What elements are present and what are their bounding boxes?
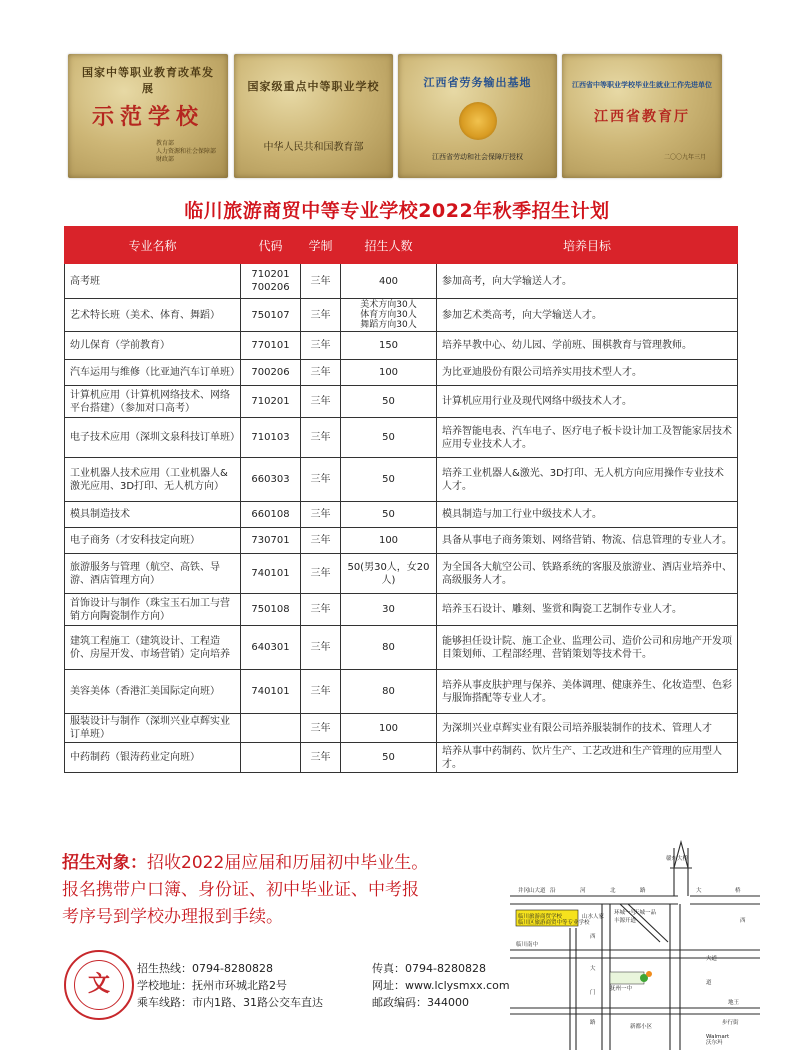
goal-cell: 具备从事电子商务策划、网络营销、物流、信息管理的专业人才。 — [437, 528, 738, 554]
map-label: 环城一号 — [614, 910, 637, 916]
years-cell: 三年 — [301, 670, 341, 714]
years-cell: 三年 — [301, 386, 341, 418]
bus-text: 乘车线路：市内1路、31路公交车直达 — [137, 996, 323, 1009]
code-cell: 710201 — [241, 386, 301, 418]
plaque-issuer: 江西省劳动和社会保障厅授权 — [432, 153, 523, 161]
major-cell: 建筑工程施工（建筑设计、工程造价、房屋开发、市场营销）定向培养 — [65, 626, 241, 670]
map-label: 新都小区 — [630, 1024, 653, 1030]
map-label: 道 — [706, 980, 712, 986]
table-row — [65, 502, 738, 528]
major-cell: 电子商务（才安科技定向班） — [65, 528, 241, 554]
major-cell: 服装设计与制作（深圳兴业卓辉实业订单班） — [65, 714, 241, 743]
award-plaque-3 — [398, 54, 557, 178]
map-label: 地王 — [728, 1000, 740, 1006]
years-cell: 三年 — [301, 594, 341, 626]
goal-cell: 为深圳兴业卓辉实业有限公司培养服装制作的技术、管理人才 — [437, 714, 738, 743]
map-label: 临川旅游商贸学校 — [518, 914, 563, 920]
table-header-row — [65, 227, 738, 264]
major-cell: 中药制药（银涛药业定向班） — [65, 743, 241, 773]
goal-cell: 为比亚迪股份有限公司培养实用技术型人才。 — [437, 360, 738, 386]
plaque-arc-text: 江西省劳务输出基地 — [423, 76, 532, 89]
map-svg — [510, 838, 760, 1050]
years-cell: 三年 — [301, 332, 341, 360]
emblem-icon — [459, 102, 497, 140]
fax-text: 传真：0794-8280828 — [372, 962, 486, 975]
table-row — [65, 626, 738, 670]
code-cell: 710201 700206 — [241, 264, 301, 299]
table-row — [65, 528, 738, 554]
header-major: 专业名称 — [65, 227, 241, 264]
count-cell: 50 — [341, 743, 437, 773]
years-cell: 三年 — [301, 299, 341, 332]
count-cell: 100 — [341, 360, 437, 386]
map-label: 抚州一中 — [610, 986, 633, 992]
years-cell: 三年 — [301, 554, 341, 594]
count-cell: 50(男30人，女20人) — [341, 554, 437, 594]
header-code: 代码 — [241, 227, 301, 264]
code-cell: 640301 — [241, 626, 301, 670]
map-label: 门 — [590, 990, 596, 996]
years-cell: 三年 — [301, 626, 341, 670]
code-cell: 660303 — [241, 458, 301, 502]
goal-cell: 为全国各大航空公司、铁路系统的客服及旅游业、酒店业培养中、高级服务人才。 — [437, 554, 738, 594]
map-label: 井冈山大道 — [518, 888, 546, 894]
major-cell: 首饰设计与制作（珠宝玉石加工与营销方向陶瓷制作方向） — [65, 594, 241, 626]
enrollment-table — [64, 226, 738, 773]
count-cell: 美术方向30人 体育方向30人 舞蹈方向30人 — [341, 299, 437, 332]
major-cell: 旅游服务与管理（航空、高铁、导游、酒店管理方向） — [65, 554, 241, 594]
map-label: 沃尔玛 — [706, 1040, 723, 1046]
goal-cell: 能够担任设计院、施工企业、监理公司、造价公司和房地产开发项目策划师、工程部经理、营销策划等技术骨干。 — [437, 626, 738, 670]
award-plaque-4 — [562, 54, 722, 178]
map-label: 大道 — [706, 956, 718, 962]
major-cell: 工业机器人技术应用（工业机器人&激光应用、3D打印、无人机方向） — [65, 458, 241, 502]
code-cell: 700206 — [241, 360, 301, 386]
goal-cell: 培养智能电表、汽车电子、医疗电子板卡设计加工及智能家居技术应用专业技术人才。 — [437, 418, 738, 458]
years-cell: 三年 — [301, 264, 341, 299]
major-cell: 电子技术应用（深圳文泉科技订单班） — [65, 418, 241, 458]
map-label: 临川南中 — [516, 942, 539, 948]
map-label: 赣东大桥 — [666, 856, 689, 862]
award-plaque-1 — [68, 54, 228, 178]
code-cell: 740101 — [241, 670, 301, 714]
map-label: Walmart — [706, 1034, 730, 1040]
contact-left — [137, 960, 323, 1011]
major-cell: 美容美体（香港汇美国际定向班） — [65, 670, 241, 714]
count-cell: 50 — [341, 418, 437, 458]
table-row — [65, 554, 738, 594]
header-goal: 培养目标 — [437, 227, 738, 264]
contact-right — [372, 960, 510, 1011]
code-cell: 750108 — [241, 594, 301, 626]
map-label: 桥 — [735, 888, 741, 894]
goal-cell: 参加艺术类高考，向大学输送人才。 — [437, 299, 738, 332]
years-cell: 三年 — [301, 743, 341, 773]
table-row — [65, 332, 738, 360]
map-label: 西 — [740, 918, 746, 924]
location-map — [510, 838, 760, 1050]
table-row — [65, 458, 738, 502]
map-label: 大 — [696, 888, 702, 894]
map-label: 丰源开道 — [614, 918, 637, 924]
header-count: 招生人数 — [341, 227, 437, 264]
code-cell — [241, 714, 301, 743]
goal-cell: 参加高考，向大学输送人才。 — [437, 264, 738, 299]
goal-cell: 培养工业机器人&激光、3D打印、无人机方向应用操作专业技术人才。 — [437, 458, 738, 502]
hotline-text: 招生热线：0794-8280828 — [137, 962, 273, 975]
map-label: 北 — [610, 888, 616, 894]
count-cell: 400 — [341, 264, 437, 299]
years-cell: 三年 — [301, 458, 341, 502]
page-title: 临川旅游商贸中等专业学校2022年秋季招生计划 — [184, 200, 610, 222]
map-label: 河 — [580, 888, 586, 894]
count-cell: 150 — [341, 332, 437, 360]
table-row — [65, 714, 738, 743]
code-cell: 750107 — [241, 299, 301, 332]
major-cell: 汽车运用与维修（比亚迪汽车订单班） — [65, 360, 241, 386]
table-row — [65, 264, 738, 299]
admission-line3: 考序号到学校办理报到手续。 — [62, 907, 283, 927]
zipcode-text: 邮政编码：344000 — [372, 996, 469, 1009]
table-row — [65, 418, 738, 458]
years-cell: 三年 — [301, 714, 341, 743]
plaque-issuers: 教育部 人力资源和社会保障部 财政部 — [155, 140, 216, 163]
admission-notice — [62, 850, 502, 931]
map-label: 路 — [640, 888, 646, 894]
plaque-date: 二〇〇九年三月 — [663, 154, 706, 161]
website-link[interactable]: 网址：www.lclysmxx.com — [372, 979, 510, 992]
plaque-arc-text: 国家中等职业教育改革发展 — [82, 66, 214, 95]
goal-cell: 培养从事皮肤护理与保养、美体调理、健康养生、化妆造型、色彩与服饰搭配等专业人才。 — [437, 670, 738, 714]
count-cell: 80 — [341, 626, 437, 670]
map-label: 沿 — [550, 888, 556, 894]
major-cell: 模具制造技术 — [65, 502, 241, 528]
plaque-issuer: 江西省教育厅 — [594, 109, 690, 125]
admission-label: 招生对象： — [62, 853, 147, 873]
table-row — [65, 743, 738, 773]
major-cell: 高考班 — [65, 264, 241, 299]
count-cell: 50 — [341, 502, 437, 528]
table-row — [65, 386, 738, 418]
map-label: 路 — [590, 1020, 596, 1026]
plaque-main-text: 示范学校 — [91, 105, 204, 130]
map-label: 天城一品 — [634, 910, 657, 916]
years-cell: 三年 — [301, 528, 341, 554]
table-row — [65, 670, 738, 714]
header-years: 学制 — [301, 227, 341, 264]
goal-cell: 计算机应用行业及现代网络中级技术人才。 — [437, 386, 738, 418]
code-cell: 770101 — [241, 332, 301, 360]
goal-cell: 培养早教中心、幼儿园、学前班、围棋教育与管理教师。 — [437, 332, 738, 360]
map-label: 临川区旅游商贸中等专业学校 — [518, 920, 590, 926]
table-row — [65, 594, 738, 626]
major-cell: 幼儿保育（学前教育） — [65, 332, 241, 360]
count-cell: 80 — [341, 670, 437, 714]
admission-line2: 报名携带户口簿、身份证、初中毕业证、中考报 — [62, 880, 419, 900]
years-cell: 三年 — [301, 502, 341, 528]
count-cell: 30 — [341, 594, 437, 626]
years-cell: 三年 — [301, 418, 341, 458]
plaque-arc-text: 江西省中等职业学校毕业生就业工作先进单位 — [572, 81, 712, 89]
table-row — [65, 360, 738, 386]
major-cell: 计算机应用（计算机网络技术、网络平台搭建）（参加对口高考） — [65, 386, 241, 418]
years-cell: 三年 — [301, 360, 341, 386]
award-plaque-2 — [234, 54, 393, 178]
map-label: 山水人家 — [582, 914, 605, 920]
code-cell: 730701 — [241, 528, 301, 554]
code-cell — [241, 743, 301, 773]
count-cell: 50 — [341, 386, 437, 418]
count-cell: 50 — [341, 458, 437, 502]
code-cell: 740101 — [241, 554, 301, 594]
count-cell: 100 — [341, 528, 437, 554]
table-row — [65, 299, 738, 332]
major-cell: 艺术特长班（美术、体育、舞蹈） — [65, 299, 241, 332]
goal-cell: 培养玉石设计、雕刻、鉴赏和陶瓷工艺制作专业人才。 — [437, 594, 738, 626]
plaque-arc-text: 国家级重点中等职业学校 — [247, 80, 380, 93]
code-cell: 710103 — [241, 418, 301, 458]
map-label: 步行街 — [722, 1020, 739, 1026]
admission-text: 招收2022届应届和历届初中毕业生。 — [147, 853, 429, 873]
count-cell: 100 — [341, 714, 437, 743]
school-logo: 文 — [64, 950, 134, 1020]
address-text: 学校地址：抚州市环城北路2号 — [137, 979, 287, 992]
plaque-issuer: 中华人民共和国教育部 — [263, 142, 364, 153]
goal-cell: 培养从事中药制药、饮片生产、工艺改进和生产管理的应用型人才。 — [437, 743, 738, 773]
code-cell: 660108 — [241, 502, 301, 528]
map-label: 大 — [590, 966, 596, 972]
goal-cell: 模具制造与加工行业中级技术人才。 — [437, 502, 738, 528]
map-label: 西 — [590, 934, 596, 940]
